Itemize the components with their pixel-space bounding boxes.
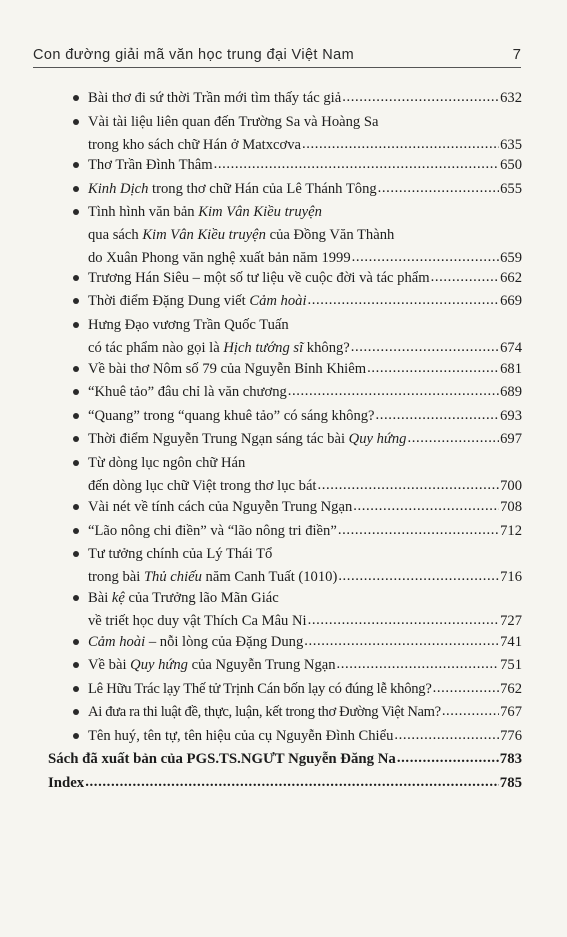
toc-entry[interactable] <box>88 701 522 724</box>
bullet-icon <box>73 528 79 534</box>
toc-entry-title-cont: về triết học duy vật Thích Ca Mâu Ni <box>88 613 307 629</box>
toc-entry-page: 650 <box>500 157 522 173</box>
toc-entry-title: của Nguyễn Trung Ngạn <box>187 657 336 673</box>
dot-leader <box>337 653 500 676</box>
toc-entry-title: Thơ Trần Đình Thâm <box>88 157 213 173</box>
toc-entry-page: 776 <box>500 728 522 744</box>
toc-entry[interactable] <box>88 314 522 360</box>
toc-entry-italic: Quy hứng <box>130 657 188 673</box>
dot-leader <box>85 771 499 794</box>
toc-entry-title: Vài tài liệu liên quan đến Trường Sa và Hoàng Sa <box>88 114 379 130</box>
dot-leader <box>342 86 499 109</box>
toc-entry-page: 635 <box>500 137 522 153</box>
toc-entry-page: 693 <box>500 408 522 424</box>
toc-entry-page: 700 <box>500 478 522 494</box>
toc-entry-title: Vài nét về tính cách của Nguyễn Trung Ngạn <box>88 499 353 515</box>
bullet-icon <box>73 460 79 466</box>
toc-bold-entry-page: 783 <box>499 751 522 767</box>
toc-entry-page: 767 <box>500 704 522 720</box>
toc-entry-italic: Kim Vân Kiều truyện <box>142 227 266 243</box>
running-header-title: Con đường giải mã văn học trung đại Việt Nam <box>33 47 355 63</box>
bullet-icon <box>73 275 79 281</box>
toc-entry-title: Về bài thơ Nôm số 79 của Nguyễn Bỉnh Khiêm <box>88 361 367 377</box>
toc-entry-title: Tên huý, tên tự, tên hiệu của cụ Nguyễn Đình Chiểu <box>88 728 394 744</box>
toc-entry-title: của Trưởng lão Mãn Giác <box>124 590 279 606</box>
toc-entry-italic: Quy hứng <box>348 431 407 447</box>
toc-entry-title: Hưng Đạo vương Trần Quốc Tuấn <box>88 317 289 333</box>
toc-entry-page: 669 <box>500 293 522 309</box>
bullet-icon <box>73 119 79 125</box>
toc-entry-title: Tư tưởng chính của Lý Thái Tổ <box>88 546 273 562</box>
bullet-icon <box>73 209 79 215</box>
toc-entry[interactable] <box>88 428 522 451</box>
dot-leader <box>433 677 500 700</box>
toc-entry[interactable] <box>88 678 522 701</box>
toc-entry-title-cont: qua sách <box>88 227 143 243</box>
toc-entry[interactable] <box>88 267 522 290</box>
toc-entry-title: Từ dòng lục ngôn chữ Hán <box>88 455 246 471</box>
toc-entry-italic: Kinh Dịch <box>88 181 149 197</box>
toc-entry-title-cont: trong kho sách chữ Hán ở Matxcơva <box>88 137 302 153</box>
toc-entry[interactable] <box>88 381 522 404</box>
toc-entry-title-cont: trong bài <box>88 569 144 585</box>
toc-bold-entry-page: 785 <box>499 775 522 791</box>
toc-entry-italic: Hịch tướng sĩ <box>223 340 304 356</box>
dot-leader <box>378 177 499 200</box>
toc-entry[interactable] <box>88 290 522 313</box>
toc-entry[interactable] <box>88 654 522 677</box>
dot-leader <box>394 724 499 747</box>
bullet-icon <box>73 686 79 692</box>
dot-leader <box>431 266 500 289</box>
toc-bold-entry[interactable] <box>48 772 522 795</box>
bullet-icon <box>73 709 79 715</box>
bullet-icon <box>73 298 79 304</box>
toc-entry-title: Lê Hữu Trác lạy Thế tử Trịnh Cán bốn lạy có đúng lễ không? <box>88 681 432 697</box>
toc-entry-title: Tình hình văn bản <box>88 204 199 220</box>
dot-leader <box>308 609 500 632</box>
toc-entry-title-cont: năm Canh Tuất (1010) <box>201 569 338 585</box>
toc-entry[interactable] <box>88 452 522 498</box>
toc-entry-page: 659 <box>500 250 522 266</box>
toc-entry-title-cont: có tác phẩm nào gọi là <box>88 340 224 356</box>
toc-entry[interactable] <box>88 543 522 589</box>
dot-leader <box>317 474 499 497</box>
toc-entry-title-cont: không? <box>303 340 350 356</box>
toc-entry-page: 697 <box>500 431 522 447</box>
dot-leader <box>407 427 499 450</box>
toc-entry-page: 708 <box>500 499 522 515</box>
toc-entry-page: 712 <box>500 523 522 539</box>
toc-entry-title: “Khuê tảo” đâu chỉ là văn chương <box>88 384 287 400</box>
bullet-icon <box>73 733 79 739</box>
toc-entry[interactable] <box>88 587 522 633</box>
toc-bold-entry-title: Index <box>48 775 85 791</box>
toc-entry-title: “Quang” trong “quang khuê tảo” có sáng không? <box>88 408 375 424</box>
bullet-icon <box>73 413 79 419</box>
dot-leader <box>442 700 499 723</box>
toc-entry[interactable] <box>88 358 522 381</box>
dot-leader <box>367 357 499 380</box>
toc-entry-page: 727 <box>500 613 522 629</box>
bullet-icon <box>73 504 79 510</box>
toc-entry[interactable] <box>88 631 522 654</box>
toc-entry-page: 662 <box>500 270 522 286</box>
toc-entry-title-cont: do Xuân Phong văn nghệ xuất bản năm 1999 <box>88 250 351 266</box>
toc-entry-page: 674 <box>500 340 522 356</box>
toc-entry-italic: Kim Vân Kiều truyện <box>198 204 322 220</box>
toc-entry-title-cont: đến dòng lục chữ Việt trong thơ lục bát <box>88 478 317 494</box>
toc-entry-page: 681 <box>500 361 522 377</box>
toc-entry-page: 762 <box>500 681 522 697</box>
bullet-icon <box>73 595 79 601</box>
dot-leader <box>397 747 499 770</box>
page-number: 7 <box>512 46 521 63</box>
dot-leader <box>214 153 499 176</box>
toc-entry-title-cont: của Đồng Văn Thành <box>265 227 395 243</box>
toc-entry-title: Thời điểm Đặng Dung viết <box>88 293 250 309</box>
toc-bold-entry-title: Sách đã xuất bản của PGS.TS.NGƯT Nguyễn Đăng Na <box>48 751 396 767</box>
toc-entry-title: Trương Hán Siêu – một số tư liệu về cuộc đời và tác phẩm <box>88 270 430 286</box>
running-header <box>33 44 521 68</box>
toc-entry-page: 632 <box>500 90 522 106</box>
toc-entry-italic: Thủ chiếu <box>143 569 202 585</box>
dot-leader <box>308 289 500 312</box>
bullet-icon <box>73 436 79 442</box>
toc-entry-title: Bài thơ đi sứ thời Trần mới tìm thấy tác giả <box>88 90 342 106</box>
bullet-icon <box>73 366 79 372</box>
toc-entry[interactable] <box>88 520 522 543</box>
toc-entry-title: Ai đưa ra thi luật đề, thực, luận, kết trong thơ Đường Việt Nam? <box>88 704 441 720</box>
dot-leader <box>304 630 499 653</box>
dot-leader <box>353 495 499 518</box>
toc-entry[interactable] <box>88 178 522 201</box>
toc-entry[interactable] <box>88 154 522 177</box>
toc-entry-page: 751 <box>500 657 522 673</box>
toc-entry-title: Thời điểm Nguyễn Trung Ngạn sáng tác bài <box>88 431 349 447</box>
toc-entry[interactable] <box>88 405 522 428</box>
bullet-icon <box>73 186 79 192</box>
toc-entry-italic: kệ <box>111 590 125 606</box>
toc-entry-page: 716 <box>500 569 522 585</box>
dot-leader <box>338 519 499 542</box>
bullet-icon <box>73 162 79 168</box>
toc-entry[interactable] <box>88 111 522 157</box>
toc-entry-title: “Lão nông chi điền” và “lão nông tri điền” <box>88 523 337 539</box>
toc-entry[interactable] <box>88 87 522 110</box>
dot-leader <box>376 404 500 427</box>
toc-entry[interactable] <box>88 201 522 270</box>
toc-bold-entry[interactable] <box>48 748 522 771</box>
toc-entry-title: trong thơ chữ Hán của Lê Thánh Tông <box>148 181 377 197</box>
toc-entry[interactable] <box>88 725 522 748</box>
dot-leader <box>288 380 499 403</box>
toc-entry-italic: Cảm hoài <box>88 634 146 650</box>
toc-entry-title: – nỗi lòng của Đặng Dung <box>145 634 304 650</box>
bullet-icon <box>73 322 79 328</box>
bullet-icon <box>73 662 79 668</box>
toc-entry-page: 655 <box>500 181 522 197</box>
toc-entry-page: 689 <box>500 384 522 400</box>
bullet-icon <box>73 551 79 557</box>
toc-entry-italic: Cảm hoài <box>249 293 307 309</box>
bullet-icon <box>73 95 79 101</box>
toc-entry-page: 741 <box>500 634 522 650</box>
dot-leader <box>351 336 499 359</box>
toc-entry[interactable] <box>88 496 522 519</box>
bullet-icon <box>73 639 79 645</box>
toc-entry-title: Bài <box>88 590 112 606</box>
toc-entry-title: Về bài <box>88 657 131 673</box>
dot-leader <box>338 565 499 588</box>
bullet-icon <box>73 389 79 395</box>
